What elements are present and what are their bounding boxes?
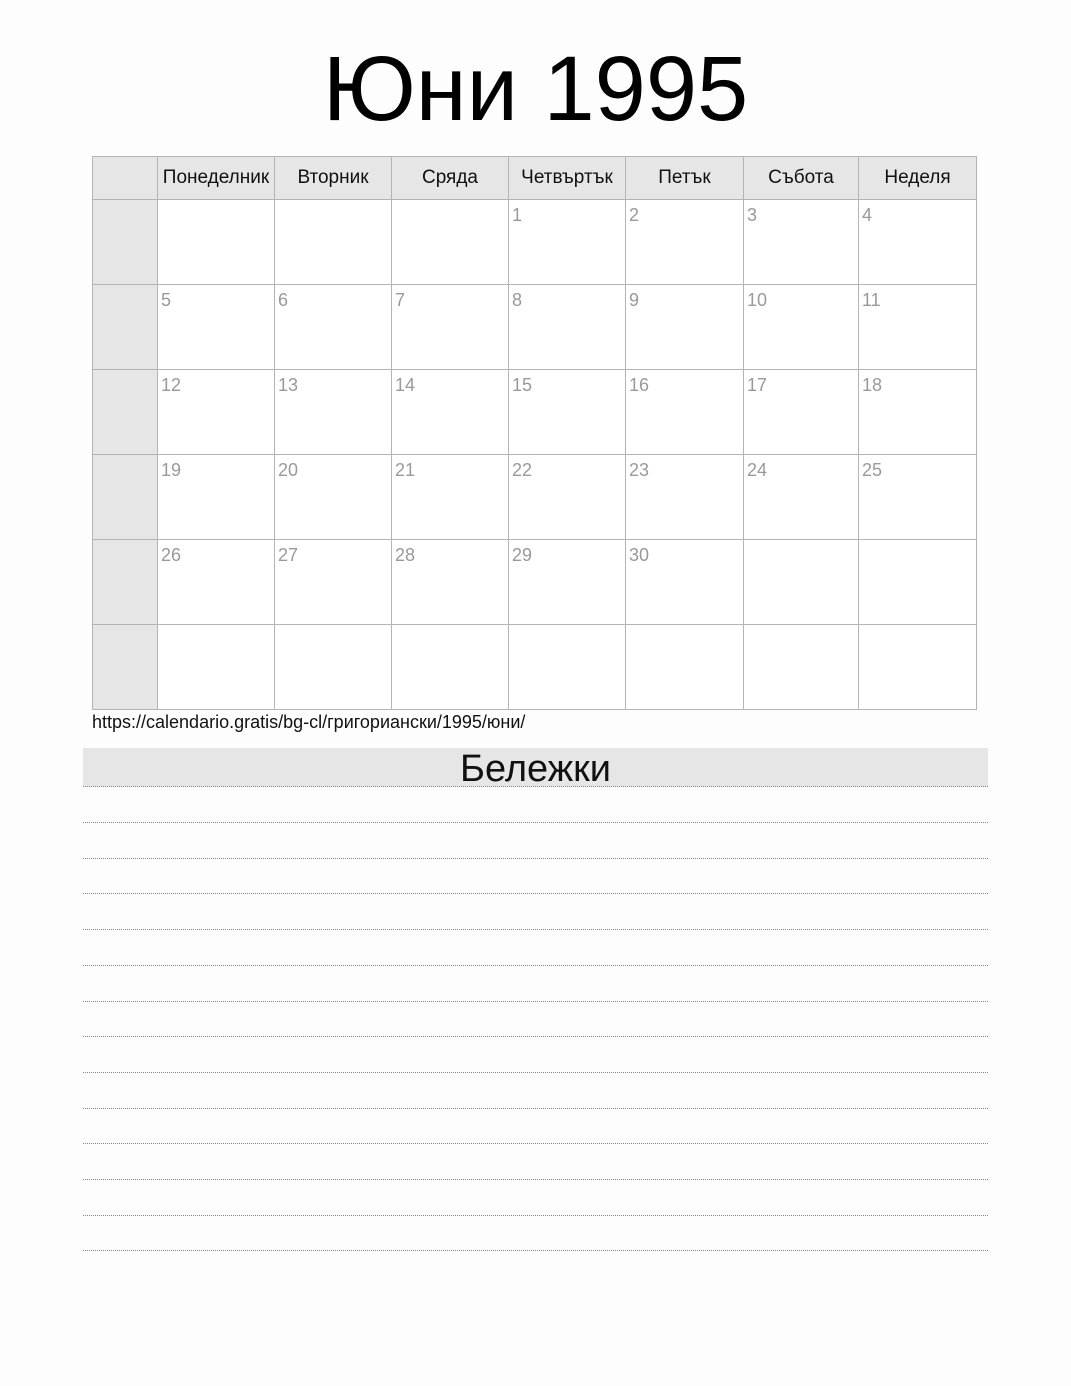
day-number	[158, 625, 274, 630]
day-number	[275, 625, 391, 630]
day-number: 25	[862, 460, 883, 480]
day-cell	[158, 285, 275, 370]
day-number: 16	[629, 375, 650, 395]
day-cell	[626, 370, 744, 455]
day-number	[859, 625, 976, 630]
day-number	[392, 200, 508, 205]
day-cell	[859, 370, 977, 455]
notes-line	[83, 1143, 988, 1144]
day-number: 30	[629, 545, 650, 565]
source-url[interactable]: https://calendario.gratis/bg-cl/григориански/1995/юни/	[92, 712, 526, 732]
week-row	[93, 200, 977, 285]
day-number: 11	[862, 290, 881, 310]
week-number-cell	[93, 200, 158, 285]
day-cell	[626, 285, 744, 370]
day-cell	[275, 200, 392, 285]
notes-line	[83, 1108, 988, 1109]
day-cell	[392, 370, 509, 455]
notes-line	[83, 822, 988, 823]
weekday-header: Неделя	[859, 157, 977, 200]
day-cell	[158, 370, 275, 455]
week-number-cell	[93, 540, 158, 625]
week-row	[93, 540, 977, 625]
day-cell	[275, 625, 392, 710]
day-number: 10	[747, 290, 768, 310]
day-cell	[275, 370, 392, 455]
day-number: 18	[862, 375, 883, 395]
weekday-header: Понеделник	[158, 157, 275, 200]
day-number: 3	[747, 205, 758, 225]
day-number: 13	[278, 375, 299, 395]
day-number: 9	[629, 290, 640, 310]
day-cell	[626, 540, 744, 625]
day-number	[509, 625, 625, 630]
notes-line	[83, 1036, 988, 1037]
day-number: 6	[278, 290, 289, 310]
day-cell	[744, 455, 859, 540]
day-number: 14	[395, 375, 416, 395]
day-cell	[744, 540, 859, 625]
weekday-header: Вторник	[275, 157, 392, 200]
day-number: 7	[395, 290, 406, 310]
week-number-cell	[93, 285, 158, 370]
notes-title: Бележки	[83, 748, 988, 787]
notes-line	[83, 858, 988, 859]
week-row	[93, 455, 977, 540]
day-cell	[275, 285, 392, 370]
day-cell	[509, 285, 626, 370]
notes-line	[83, 1215, 988, 1216]
day-cell	[509, 540, 626, 625]
day-cell	[392, 285, 509, 370]
day-cell	[509, 370, 626, 455]
day-number	[158, 200, 274, 205]
week-number-cell	[93, 370, 158, 455]
day-cell	[158, 200, 275, 285]
day-number: 15	[512, 375, 533, 395]
day-cell	[859, 540, 977, 625]
notes-line	[83, 1072, 988, 1073]
day-cell	[392, 200, 509, 285]
calendar-grid	[92, 156, 977, 710]
day-cell	[626, 455, 744, 540]
day-number: 24	[747, 460, 768, 480]
day-cell	[626, 625, 744, 710]
day-number: 23	[629, 460, 650, 480]
notes-line	[83, 1179, 988, 1180]
day-number: 28	[395, 545, 416, 565]
day-cell	[744, 200, 859, 285]
day-number: 8	[512, 290, 523, 310]
day-cell	[275, 540, 392, 625]
day-cell	[158, 540, 275, 625]
page-title: Юни 1995	[322, 38, 749, 140]
day-number	[392, 625, 508, 630]
notes-line	[83, 929, 988, 930]
day-number: 27	[278, 545, 299, 565]
day-number: 21	[395, 460, 416, 480]
day-number: 5	[161, 290, 172, 310]
day-cell	[509, 455, 626, 540]
day-cell	[744, 625, 859, 710]
notes-line	[83, 893, 988, 894]
week-row	[93, 625, 977, 710]
day-number: 1	[512, 205, 523, 225]
day-number	[626, 625, 743, 630]
day-cell	[859, 625, 977, 710]
day-cell	[509, 625, 626, 710]
day-cell	[158, 455, 275, 540]
weekday-header: Събота	[744, 157, 859, 200]
day-cell	[392, 455, 509, 540]
week-number-cell	[93, 455, 158, 540]
day-number: 19	[161, 460, 182, 480]
notes-line	[83, 1001, 988, 1002]
day-cell	[859, 200, 977, 285]
day-cell	[859, 285, 977, 370]
day-cell	[275, 455, 392, 540]
week-number-cell	[93, 625, 158, 710]
day-number	[744, 625, 858, 630]
day-cell	[744, 285, 859, 370]
day-number	[275, 200, 391, 205]
weekday-header: Четвъртък	[509, 157, 626, 200]
weekday-header-row	[93, 157, 977, 200]
day-number: 4	[862, 205, 873, 225]
day-number: 22	[512, 460, 533, 480]
day-number: 29	[512, 545, 533, 565]
day-number: 17	[747, 375, 768, 395]
notes-line	[83, 965, 988, 966]
day-number	[744, 540, 858, 545]
day-cell	[158, 625, 275, 710]
day-number: 20	[278, 460, 299, 480]
weekday-header: Сряда	[392, 157, 509, 200]
day-cell	[744, 370, 859, 455]
day-cell	[392, 540, 509, 625]
day-number	[859, 540, 976, 545]
week-row	[93, 285, 977, 370]
day-cell	[392, 625, 509, 710]
weekday-header: Петък	[626, 157, 744, 200]
day-number: 2	[629, 205, 640, 225]
day-cell	[626, 200, 744, 285]
week-row	[93, 370, 977, 455]
day-cell	[509, 200, 626, 285]
day-number: 26	[161, 545, 182, 565]
week-number-header	[93, 157, 158, 200]
day-number: 12	[161, 375, 182, 395]
day-cell	[859, 455, 977, 540]
notes-line	[83, 1250, 988, 1251]
